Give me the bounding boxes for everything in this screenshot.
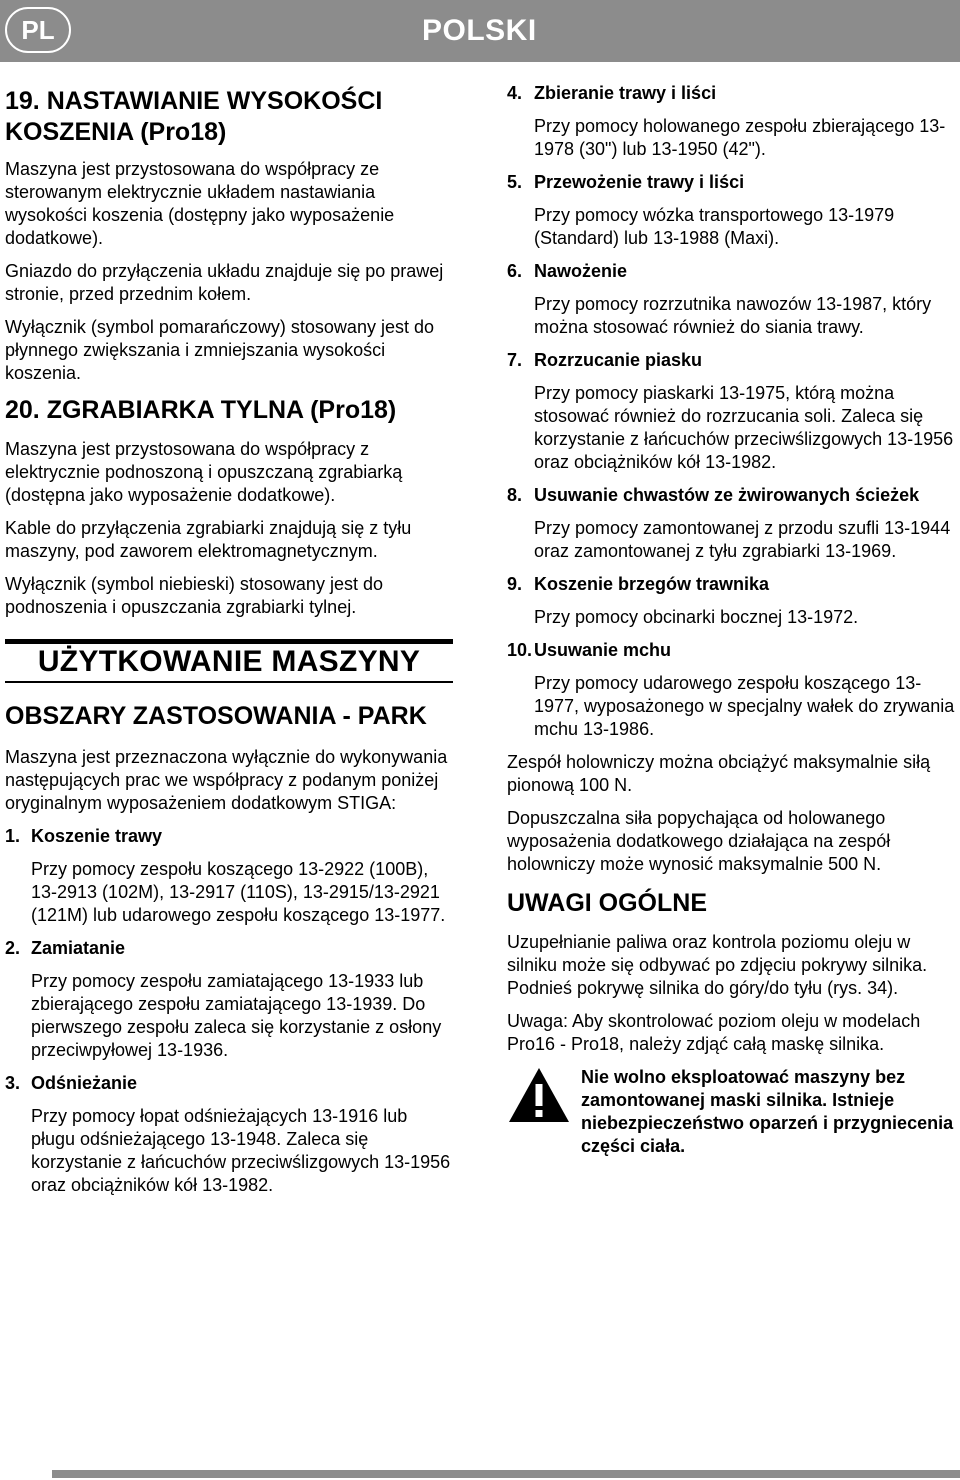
- section-20-paragraph-1: Maszyna jest przystosowana do współpracy z elektrycznie podnoszoną i opuszczaną zgrabiarką (dostępna jako wyposażenie dodatkowe).: [5, 439, 403, 505]
- list-item-text: Przy pomocy wózka transportowego 13-1979 (Standard) lub 13-1988 (Maxi).: [534, 205, 895, 248]
- list-item-text: Przy pomocy obcinarki bocznej 13-1972.: [534, 607, 859, 627]
- list-item-text: Przy pomocy zespołu zamiatającego 13-1933 lub zbierającego zespołu zamiatającego 13-1939. Do pierwszego zespołu zaleca się korzystanie z osłony przeciwpyłowej 13-1936.: [31, 971, 442, 1060]
- left-column: [5, 82, 453, 1207]
- page-header: [0, 0, 960, 62]
- language-code-badge: PL: [5, 7, 71, 53]
- general-notes-heading: UWAGI OGÓLNE: [507, 889, 707, 917]
- list-item-title: 2. Zamiatanie: [5, 938, 126, 958]
- warning-text: Nie wolno eksploatować maszyny bez zamontowanej maski silnika. Istnieje niebezpieczeństwo oparzeń i przygniecenia części ciała.: [581, 1067, 954, 1156]
- list-item-title: 1. Koszenie trawy: [5, 826, 163, 846]
- warning-box: [507, 1066, 957, 1158]
- section-19-title: 19. NASTAWIANIE WYSOKOŚCI KOSZENIA (Pro18): [5, 87, 383, 146]
- section-19-paragraph-2: Gniazdo do przyłączenia układu znajduje się po prawej stronie, przed przednim kołem.: [5, 261, 444, 304]
- section-20-title: 20. ZGRABIARKA TYLNA (Pro18): [5, 396, 397, 424]
- list-item-title: 9. Koszenie brzegów trawnika: [507, 574, 770, 594]
- list-item-text: Przy pomocy łopat odśnieżających 13-1916 lub pługu odśnieżającego 13-1948. Zaleca się korzystanie z łańcuchów przeciwślizgowych 13-1956 oraz obciążników kół 13-1982.: [31, 1106, 451, 1195]
- heading-rule-bottom: [5, 681, 453, 683]
- list-item-title: 8. Usuwanie chwastów ze żwirowanych ścieżek: [507, 485, 920, 505]
- list-item-text: Przy pomocy udarowego zespołu koszącego 13-1977, wyposażonego w specjalny wałek do zrywania mchu 13-1986.: [534, 673, 955, 739]
- tow-force-paragraph: Dopuszczalna siła popychająca od holowanego wyposażenia dodatkowego działająca na zespół holowniczy może wynosić maksymalnie 500 N.: [507, 808, 891, 874]
- general-paragraph-1: Uzupełnianie paliwa oraz kontrola poziomu oleju w silniku może się odbywać po zdjęciu pokrywy silnika. Podnieś pokrywę silnika do góry/do tyłu (rys. 34).: [507, 932, 928, 998]
- section-19-paragraph-3: Wyłącznik (symbol pomarańczowy) stosowany jest do płynnego zwiększania i zmniejszania wysokości koszenia.: [5, 317, 434, 383]
- list-item-title: 3. Odśnieżanie: [5, 1073, 138, 1093]
- main-heading: UŻYTKOWANIE MASZYNY: [37, 645, 421, 678]
- section-20-paragraph-2: Kable do przyłączenia zgrabiarki znajdują się z tyłu maszyny, pod zaworem elektromagnetycznym.: [5, 518, 412, 561]
- tow-load-paragraph: Zespół holowniczy można obciążyć maksymalnie siłą pionową 100 N.: [507, 752, 931, 795]
- list-item-title: 6. Nawożenie: [507, 261, 628, 281]
- general-paragraph-2: Uwaga: Aby skontrolować poziom oleju w modelach Pro16 - Pro18, należy zdjąć całą maskę silnika.: [507, 1011, 921, 1054]
- footer-bar: [52, 1470, 960, 1478]
- list-item-text: Przy pomocy zespołu koszącego 13-2922 (100B), 13-2913 (102M), 13-2917 (110S), 13-2915/13-2921 (121M) lub udarowego zespołu koszącego 13-1977.: [31, 859, 446, 925]
- list-item-title: 10. Usuwanie mchu: [507, 640, 672, 660]
- list-item-title: 5. Przewożenie trawy i liści: [507, 172, 745, 192]
- list-item-title: 7. Rozrzucanie piasku: [507, 350, 703, 370]
- warning-triangle-icon: [507, 1066, 581, 1158]
- intro-paragraph: Maszyna jest przeznaczona wyłącznie do wykonywania następujących prac we współpracy z podanym poniżej oryginalnym wyposażeniem dodatkowym STIGA:: [5, 747, 448, 813]
- list-item-title: 4. Zbieranie trawy i liści: [507, 83, 717, 103]
- list-item-text: Przy pomocy piaskarki 13-1975, którą można stosować również do rozrzucania soli. Zaleca się korzystanie z łańcuchów przeciwślizgowych 13-1956 oraz obciążników kół 13-1982.: [534, 383, 954, 472]
- list-item-text: Przy pomocy rozrzutnika nawozów 13-1987, który można stosować również do siania trawy.: [534, 294, 932, 337]
- section-19-paragraph-1: Maszyna jest przystosowana do współpracy ze sterowanym elektrycznie układem nastawiania wysokości koszenia (dostępny jako wyposażenie dodatkowe).: [5, 159, 395, 248]
- list-item-text: Przy pomocy holowanego zespołu zbierającego 13-1978 (30") lub 13-1950 (42").: [534, 116, 946, 159]
- section-20-paragraph-3: Wyłącznik (symbol niebieski) stosowany jest do podnoszenia i opuszczania zgrabiarki tylnej.: [5, 574, 383, 617]
- right-column: [507, 82, 957, 1158]
- list-item-text: Przy pomocy zamontowanej z przodu szufli 13-1944 oraz zamontowanej z tyłu zgrabiarki 13-1969.: [534, 518, 951, 561]
- sub-heading: OBSZARY ZASTOSOWANIA - PARK: [5, 702, 427, 730]
- language-title: POLSKI: [422, 14, 537, 47]
